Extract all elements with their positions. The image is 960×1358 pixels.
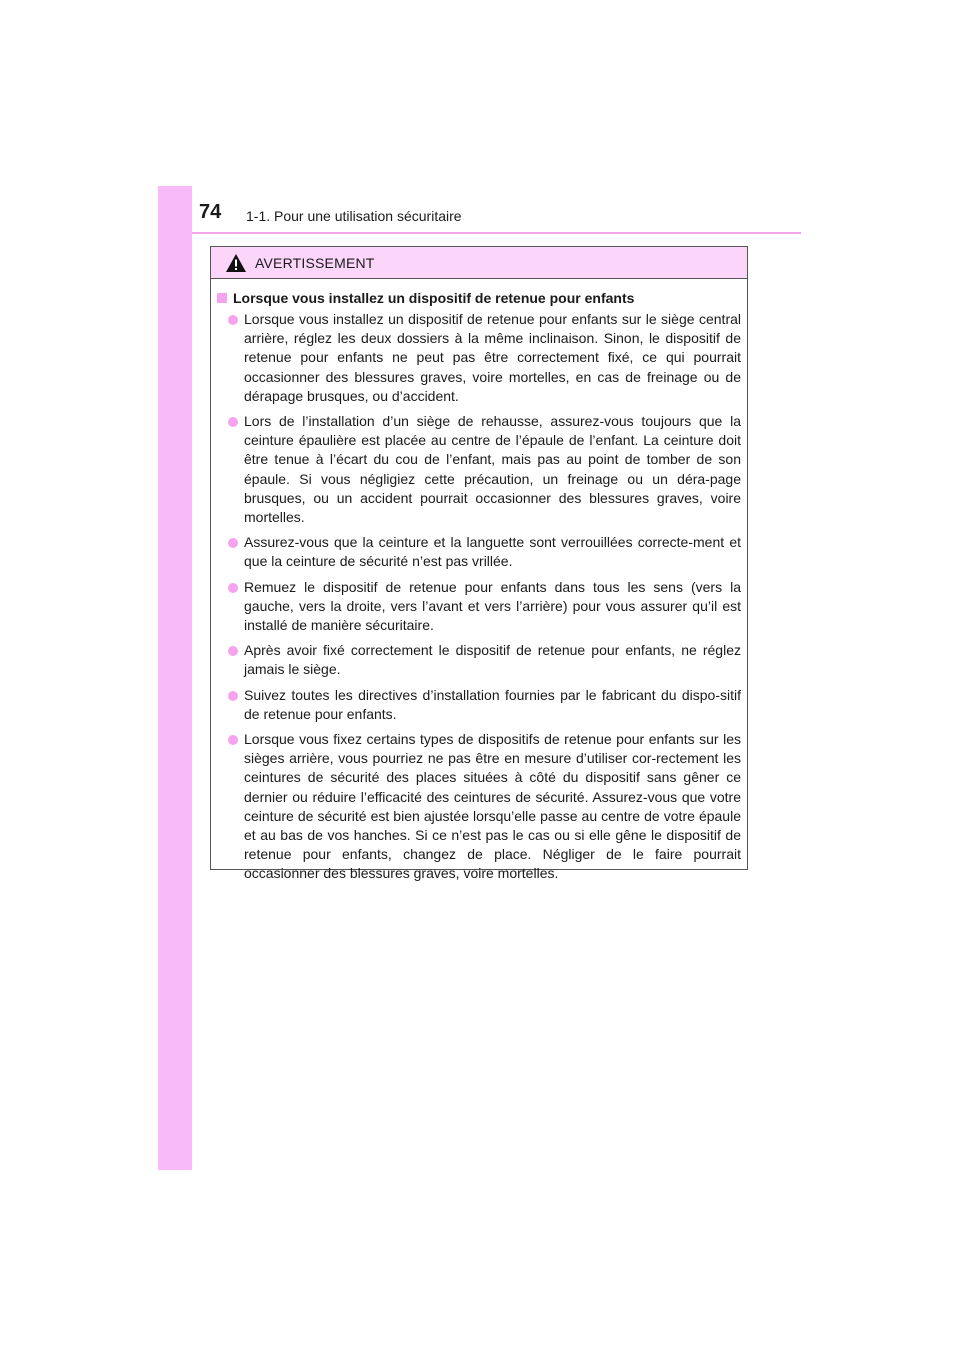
warning-triangle-icon xyxy=(225,253,247,273)
list-item-text: Lorsque vous installez un dispositif de retenue pour enfants sur le siège central arrière, réglez les deux dossiers à la même inclinaison. Sinon, le dispositif de retenue pour enfants ne peut pas être correctement fixé, ce qui pourrait occasionner des blessures graves, voire mortelles, en cas de freinage ou de dérapage brusques, ou d’accident. xyxy=(244,311,741,404)
list-item-text: Lorsque vous fixez certains types de dispositifs de retenue pour enfants sur les sièges arrière, vous pourriez ne pas être en mesure d’utiliser cor-rectement les ceintures de sécurité des places situées à côté du dispositif sans gêner ce dernier ou réduire l’efficacité des ceintures de sécurité. Assurez-vous que votre ceinture de sécurité est bien ajustée lorsqu’elle passe au centre de votre épaule et au bas de vos hanches. Si ce n’est pas le cas ou si elle gêne le dispositif de retenue pour enfants, changez de place. Négliger de le faire pourrait occasionner des blessures graves, voire mortelles. xyxy=(244,731,741,882)
list-item-text: Assurez-vous que la ceinture et la languette sont verrouillées correcte-ment et que la ceinture de sécurité n’est pas vrillée. xyxy=(244,534,741,570)
bullet-dot-icon xyxy=(228,538,238,548)
list-item-text: Lors de l’installation d’un siège de rehausse, assurez-vous toujours que la ceinture épaulière est placée au centre de l’épaule de l’enfant. La ceinture doit être tenue à l’écart du cou de l’enfant, mais pas au point de tomber de son épaule. Si vous négligiez cette précaution, un freinage ou un déra-page brusques, ou un accident pourrait occasionner des blessures graves, voire mortelles. xyxy=(244,413,741,526)
bullet-dot-icon xyxy=(228,646,238,656)
list-item xyxy=(228,686,741,724)
page-number: 74 xyxy=(199,201,222,223)
warning-box xyxy=(210,246,748,882)
list-item xyxy=(228,533,741,571)
list-item xyxy=(228,412,741,527)
side-tab xyxy=(158,186,192,1170)
list-item-text: Suivez toutes les directives d’installation fournies par le fabricant du dispo-sitif de retenue pour enfants. xyxy=(244,686,741,722)
warning-body xyxy=(211,279,747,884)
list-item xyxy=(228,578,741,636)
list-item xyxy=(228,641,741,679)
bullet-dot-icon xyxy=(228,735,238,745)
bullet-dot-icon xyxy=(228,691,238,701)
list-item-text: Après avoir fixé correctement le dispositif de retenue pour enfants, ne réglez jamais le siège. xyxy=(244,642,741,678)
warning-subheading xyxy=(217,289,741,308)
warning-label: AVERTISSEMENT xyxy=(255,255,375,271)
list-item xyxy=(228,310,741,406)
warning-header xyxy=(211,247,747,279)
header-rule xyxy=(192,232,801,234)
list-item xyxy=(228,730,741,884)
bullet-dot-icon xyxy=(228,315,238,325)
section-title: 1-1. Pour une utilisation sécuritaire xyxy=(246,208,462,224)
bullet-dot-icon xyxy=(228,417,238,427)
square-bullet-icon xyxy=(217,293,227,303)
list-item-text: Remuez le dispositif de retenue pour enfants dans tous les sens (vers la gauche, vers la droite, vers l’avant et vers l’arrière) pour vous assurer qu’il est installé de manière sécuritaire. xyxy=(244,578,741,634)
warning-subheading-text: Lorsque vous installez un dispositif de retenue pour enfants xyxy=(233,290,635,306)
bullet-dot-icon xyxy=(228,583,238,593)
